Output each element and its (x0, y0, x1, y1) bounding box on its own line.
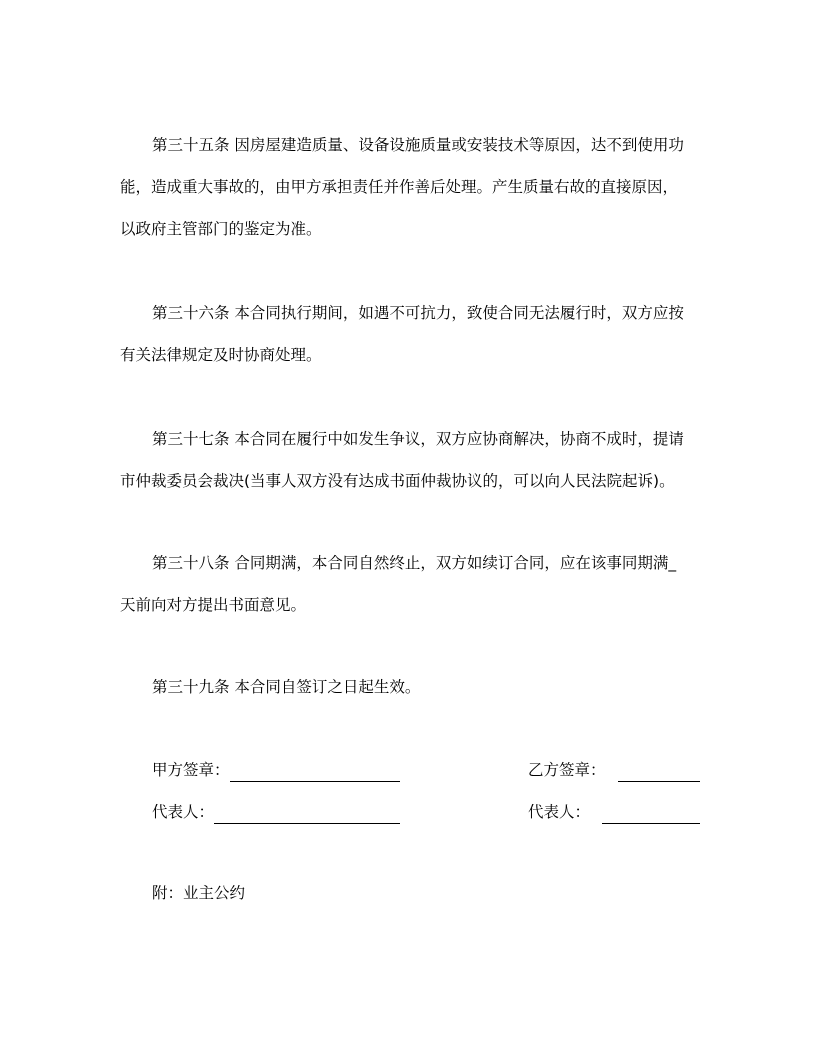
article-38-line-2: 天前向对方提出书面意见。 (120, 596, 307, 614)
article-37 (120, 418, 700, 502)
article-39 (120, 666, 700, 708)
article-35-line-1: 第三十五条 因房屋建造质量、设备设施质量或安装技术等原因，达不到使用功 (152, 136, 684, 154)
article-37-line-1: 第三十七条 本合同在履行中如发生争议，双方应协商解决，协商不成时，提请 (152, 430, 684, 448)
article-38 (120, 542, 700, 626)
article-36-line-1: 第三十六条 本合同执行期间，如遇不可抗力，致使合同无法履行时，双方应按 (152, 304, 684, 322)
party-b-rep-line[interactable] (602, 805, 700, 824)
article-35 (120, 124, 700, 250)
article-35-line-2: 能，造成重大事故的，由甲方承担责任并作善后处理。产生质量右故的直接原因， (120, 178, 679, 196)
article-35-line-3: 以政府主管部门的鉴定为准。 (120, 220, 322, 238)
party-a-seal-line[interactable] (230, 763, 400, 782)
party-b-seal-row (528, 758, 700, 782)
article-37-line-2: 市仲裁委员会裁决(当事人双方没有达成书面仲裁协议的，可以向人民法院起诉)。 (120, 472, 675, 490)
party-b-seal-line[interactable] (618, 763, 700, 782)
party-b-rep-label: 代表人： (528, 803, 591, 821)
party-a-rep-line[interactable] (214, 805, 400, 824)
article-36-line-2: 有关法律规定及时协商处理。 (120, 346, 322, 364)
party-a-rep-row (152, 800, 400, 824)
article-39-line-1: 第三十九条 本合同自签订之日起生效。 (152, 678, 421, 696)
party-a-rep-label: 代表人： (152, 803, 215, 821)
article-36 (120, 292, 700, 376)
attachment-note: 附：业主公约 (152, 884, 246, 902)
party-a-seal-row (152, 758, 400, 782)
party-b-seal-label: 乙方签章： (528, 761, 606, 779)
party-a-seal-label: 甲方签章： (152, 761, 230, 779)
article-38-line-1: 第三十八条 合同期满，本合同自然终止，双方如续订合同，应在该事同期满_ (152, 554, 677, 572)
party-b-rep-row (528, 800, 700, 824)
